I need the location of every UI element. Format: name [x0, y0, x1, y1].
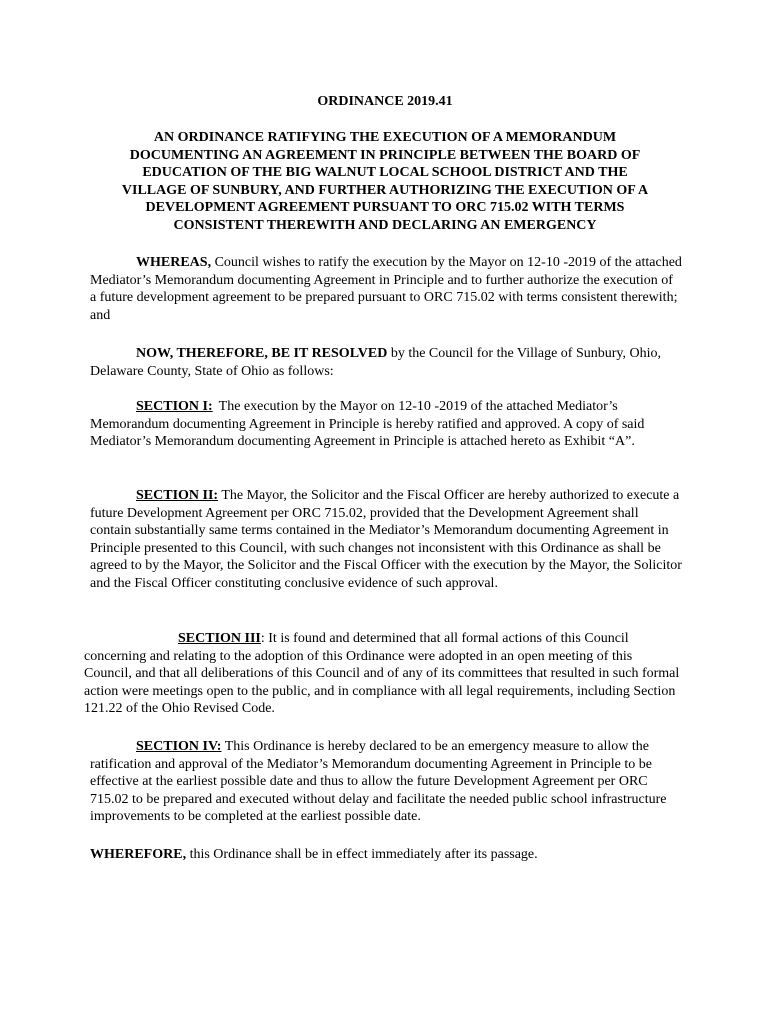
title-line: VILLAGE OF SUNBURY, AND FURTHER AUTHORIZING THE EXECUTION OF A [121, 182, 649, 198]
title-line: CONSISTENT THEREWITH AND DECLARING AN EMERGENCY [173, 217, 597, 233]
section-4-text: This Ordinance is hereby declared to be an emergency measure to allow the ratification and approval of the Mediator’s Memorandum documenting Agreement in Principle to be effective at the earliest possible date and thus to allow the future Development Agreement per ORC 715.02 to be prepared and executed without delay and facilitate the needed public school infrastructure improvements to be completed at the earliest possible date. [90, 739, 667, 824]
title-line: AN ORDINANCE RATIFYING THE EXECUTION OF A MEMORANDUM [153, 130, 617, 145]
section-1-text: The execution by the Mayor on 12-10 -2019 of the attached Mediator’s Memorandum documenting Agreement in Principle is hereby ratified and approved. A copy of said Mediator’s Memorandum documenting Agreement in Principle is attached hereto as Exhibit “A”. [90, 399, 645, 449]
title-line: EDUCATION OF THE BIG WALNUT LOCAL SCHOOL DISTRICT AND THE [142, 165, 628, 180]
section-3-paragraph [84, 630, 682, 718]
section-1-paragraph [90, 398, 682, 451]
title-line: DOCUMENTING AN AGREEMENT IN PRINCIPLE BETWEEN THE BOARD OF [129, 147, 641, 163]
section-4-label: SECTION IV: [136, 739, 222, 754]
resolved-paragraph [90, 345, 682, 380]
section-3-label: SECTION III [178, 631, 261, 646]
section-4-paragraph [90, 738, 682, 826]
resolved-text: by the Council for the Village of Sunbury, Ohio, Delaware County, State of Ohio as follows: [90, 346, 661, 379]
whereas-paragraph [90, 254, 682, 324]
section-2-text: The Mayor, the Solicitor and the Fiscal Officer are hereby authorized to execute a future Development Agreement per ORC 715.02, provided that the Development Agreement shall contain substantially same terms contained in the Mediator’s Memorandum documenting Agreement in Principle presented to this Council, with such changes not inconsistent with this Ordinance as shall be agreed to by the Mayor, the Solicitor and the Fiscal Officer with the execution by the Mayor, the Solicitor and the Fiscal Officer constituting conclusive evidence of such approval. [90, 488, 682, 591]
title-line: DEVELOPMENT AGREEMENT PURSUANT TO ORC 715.02 WITH TERMS [145, 200, 625, 215]
section-2-label: SECTION II: [136, 488, 219, 503]
ordinance-title [80, 129, 690, 234]
section-3-text: : It is found and determined that all formal actions of this Council concerning and relating to the adoption of this Ordinance were adopted in an open meeting of this Council, and that all deliberations of this Council and of any of its committees that resulted in such formal action were meetings open to the public, and in compliance with all legal requirements, including Section 121.22 of the Ohio Revised Code. [84, 631, 680, 716]
resolved-label: NOW, THEREFORE, BE IT RESOLVED [136, 346, 388, 361]
whereas-text: Council wishes to ratify the execution by the Mayor on 12-10 -2019 of the attached Mediator’s Memorandum documenting Agreement in Principle and to further authorize the execution of a future development agreement to be prepared pursuant to ORC 715.02 with terms consistent therewith; and [90, 255, 682, 323]
ordinance-number: ORDINANCE 2019.41 [317, 94, 453, 109]
wherefore-text: this Ordinance shall be in effect immediately after its passage. [189, 847, 538, 862]
wherefore-paragraph [90, 846, 682, 864]
whereas-label: WHEREAS, [136, 255, 212, 270]
section-2-paragraph [90, 487, 682, 592]
section-1-label: SECTION I: [136, 399, 213, 414]
wherefore-label: WHEREFORE, [90, 847, 187, 862]
